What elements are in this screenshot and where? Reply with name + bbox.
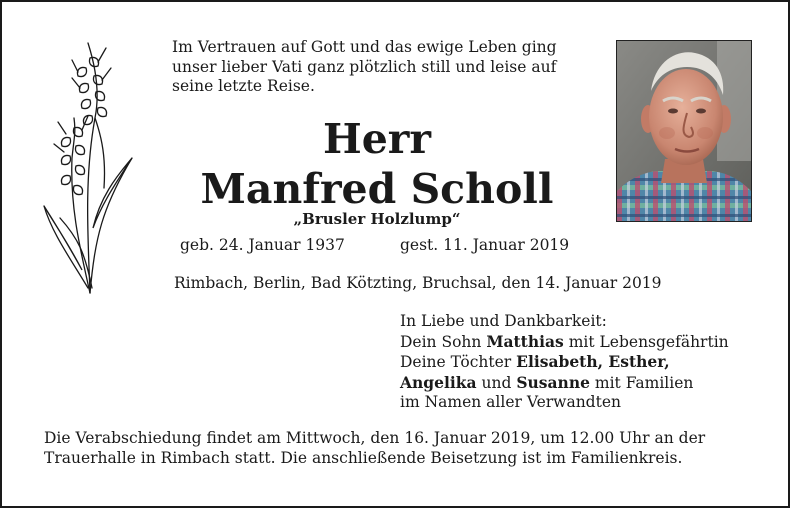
- death-date: gest. 11. Januar 2019: [400, 236, 570, 254]
- mourner-text: mit Familien: [589, 373, 694, 392]
- wheat-icon: [40, 38, 140, 298]
- intro-line: unser lieber Vati ganz plötzlich still und leise auf: [172, 57, 557, 76]
- mourner-text: Deine Töchter: [400, 353, 517, 371]
- mourner-name: Matthias: [486, 331, 564, 351]
- intro-text: [172, 38, 592, 97]
- mourner-text: Dein Sohn: [400, 332, 487, 351]
- mourners-line: [400, 373, 770, 394]
- intro-line: Im Vertrauen auf Gott und das ewige Leben ging: [172, 38, 557, 56]
- birth-date: geb. 24. Januar 1937: [180, 236, 345, 254]
- mourner-name: Elisabeth, Esther,: [516, 352, 670, 371]
- intro-line: seine letzte Reise.: [172, 77, 315, 95]
- mourners-line: [400, 332, 770, 353]
- mourner-name: Angelika: [400, 372, 477, 392]
- notice-line: Trauerhalle in Rimbach statt. Die anschließende Beisetzung ist im Familienkreis.: [44, 448, 683, 467]
- mourner-text: und: [476, 373, 517, 392]
- full-name: Manfred Scholl: [200, 165, 554, 213]
- salutation: Herr: [322, 115, 432, 163]
- mourner-name: Susanne: [516, 372, 590, 392]
- mourners-line: [400, 352, 770, 373]
- place-date: Rimbach, Berlin, Bad Kötzting, Bruchsal, den 14. Januar 2019: [174, 274, 662, 292]
- portrait-photo: [616, 40, 752, 222]
- service-notice: [44, 429, 764, 468]
- mourners-heading: In Liebe und Dankbarkeit:: [400, 312, 607, 330]
- mourners-block: [400, 312, 770, 413]
- portrait-icon: [617, 41, 751, 221]
- mourner-text: mit Lebensgefährtin: [563, 332, 729, 351]
- mourners-line: im Namen aller Verwandten: [400, 393, 621, 411]
- notice-line: Die Verabschiedung findet am Mittwoch, den 16. Januar 2019, um 12.00 Uhr an der: [44, 429, 706, 447]
- deceased-name: [172, 114, 582, 214]
- nickname: „Brusler Holzlump“: [293, 210, 461, 228]
